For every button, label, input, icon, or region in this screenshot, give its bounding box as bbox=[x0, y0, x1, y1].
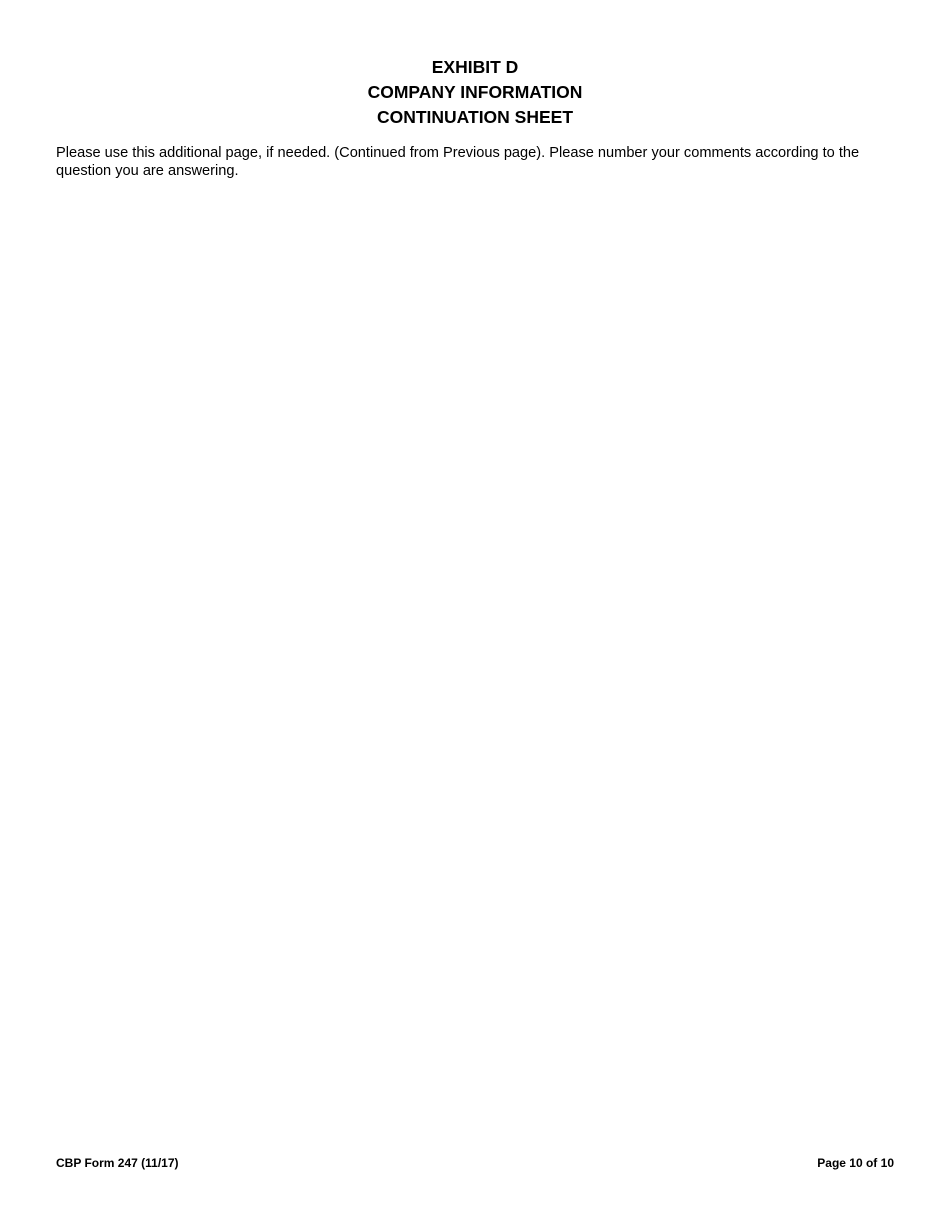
form-identifier: CBP Form 247 (11/17) bbox=[56, 1156, 179, 1170]
page-number: Page 10 of 10 bbox=[817, 1156, 894, 1170]
continuation-comments-field[interactable] bbox=[56, 190, 896, 1140]
exhibit-label: EXHIBIT D bbox=[431, 57, 519, 77]
page-subtitle: CONTINUATION SHEET bbox=[376, 107, 574, 127]
page-title: COMPANY INFORMATION bbox=[367, 82, 583, 102]
page-header bbox=[0, 55, 950, 130]
instructions-text: Please use this additional page, if needed. (Continued from Previous page). Please number your comments according to the question you are answering. bbox=[56, 145, 860, 179]
